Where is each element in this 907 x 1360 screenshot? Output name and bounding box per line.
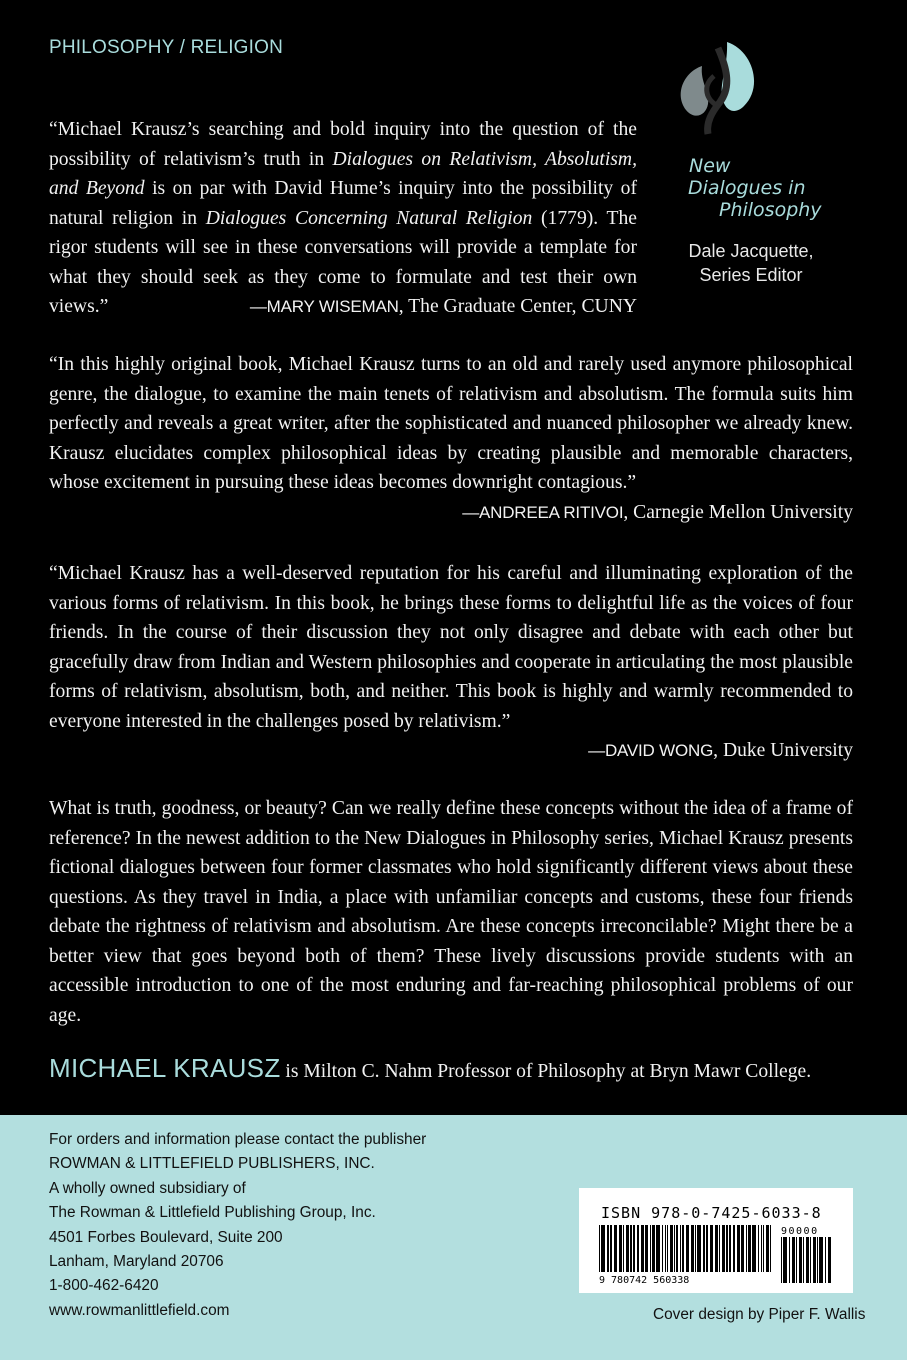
publisher-info (49, 1128, 426, 1323)
barcode-bar (758, 1225, 759, 1272)
barcode-bar (637, 1225, 639, 1272)
author-bio-text: is Milton C. Nahm Professor of Philosophy at Bryn Mawr College. (280, 1061, 812, 1082)
publisher-line: A wholly owned subsidiary of (49, 1179, 246, 1197)
barcode-bar (676, 1225, 678, 1272)
series-name-line: New (689, 155, 731, 177)
barcode-bar (746, 1225, 747, 1272)
barcode-bar (748, 1225, 751, 1272)
barcode-bar (674, 1225, 675, 1272)
barcode-addon-bar (828, 1237, 831, 1283)
attribution-affiliation: , Carnegie Mellon University (623, 501, 853, 523)
barcode-bar (737, 1225, 740, 1272)
barcode-bar (626, 1225, 629, 1272)
barcode-bar (667, 1225, 668, 1272)
quote-text: “Michael Krausz’s searching and bold inquiry into the question of the possibility of relativism’s truth in (49, 119, 637, 170)
barcode-bar (726, 1225, 728, 1272)
series-name-line: Dialogues in (688, 177, 806, 199)
series-editor-line: Dale Jacquette, (688, 241, 814, 261)
barcode-bar (641, 1225, 644, 1272)
barcode-addon-bar (803, 1237, 804, 1283)
barcode-addon-bar (825, 1237, 826, 1283)
quote-attribution (49, 498, 853, 528)
attribution-name: —DAVID WONG (588, 741, 714, 760)
quote-text: “Michael Krausz has a well-deserved reputation for his careful and illuminating exploration of the various forms of relativism. In this book, he brings these forms to delightful life as the voices of four friends. In the course of their discussion they not only disagree and debate with each other but gracefully draw from Indian and Western philosophies and cooperate in articulating the most plausible forms of relativism, absolutism, both, and neither. This book is highly and warmly recommended to everyone interested in the challenges posed by relativism.” (49, 563, 853, 732)
barcode-bar (614, 1225, 617, 1272)
barcode-bar (680, 1225, 681, 1272)
barcode-bar (706, 1225, 708, 1272)
barcode-bar (610, 1225, 612, 1272)
barcode-bar (599, 1225, 600, 1272)
publisher-url[interactable]: www.rowmanlittlefield.com (49, 1301, 230, 1319)
barcode-bar (695, 1225, 696, 1272)
publisher-line: For orders and information please contact the publisher (49, 1131, 427, 1148)
barcode-bar (607, 1225, 609, 1272)
barcode-bar (733, 1225, 735, 1272)
barcode-bar (719, 1225, 720, 1272)
barcode-bar (619, 1225, 622, 1272)
barcode-bar (697, 1225, 701, 1272)
barcode-bar (729, 1225, 731, 1272)
barcode-bar (682, 1225, 684, 1272)
publisher-line: The Rowman & Littlefield Publishing Group, Inc. (49, 1204, 376, 1222)
endorsement-ritivoi (49, 350, 853, 527)
publisher-line: 1-800-462-6420 (49, 1277, 159, 1295)
barcode-bar (686, 1225, 689, 1272)
barcode-bar (645, 1225, 648, 1272)
quote-text: “In this highly original book, Michael Krausz turns to an old and rarely used anymore philosophical genre, the dialogue, to examine the main tenets of relativism and absolutism. The formula suits him perfectly and reveals a great writer, after the sophisticated and nuanced philosopher we already knew. Krausz elucidates complex philosophical ideas by creating plausible and memorable characters, whose excitement in pursuing these ideas becomes downright contagious.” (49, 354, 853, 493)
barcode-bar (623, 1225, 624, 1272)
barcode-bar (691, 1225, 694, 1272)
series-editor-line: Series Editor (699, 265, 803, 285)
referenced-title: Dialogues Concerning Natural Religion (205, 207, 533, 229)
isbn-label: ISBN 978-0-7425-6033-8 (601, 1204, 822, 1222)
category-label: PHILOSOPHY / RELIGION (49, 37, 284, 58)
barcode-bar (601, 1225, 605, 1272)
barcode-digits: 9 780742 560338 (599, 1275, 690, 1286)
series-name-line: Philosophy (719, 199, 822, 221)
endorsement-wong (49, 559, 853, 766)
publisher-line: 4501 Forbes Boulevard, Suite 200 (49, 1228, 283, 1246)
barcode-bar (670, 1225, 673, 1272)
barcode-bar (766, 1225, 769, 1272)
barcode-graphic (599, 1225, 835, 1287)
barcode-addon-bar (781, 1237, 782, 1283)
barcode-addon-bar (810, 1237, 811, 1283)
barcode-bar (770, 1225, 771, 1272)
barcode-bar (630, 1225, 632, 1272)
attribution-name: —MARY WISEMAN (249, 297, 399, 316)
author-bio (49, 1053, 811, 1084)
book-title: Dialogues on Relativism, Absolutism, and Beyond (49, 148, 637, 199)
barcode-bar (710, 1225, 713, 1272)
endorsement-wiseman (49, 115, 637, 322)
barcode-bar (741, 1225, 744, 1272)
barcode-bar (722, 1225, 725, 1272)
attribution-name: —ANDREEA RITIVOI (462, 502, 624, 522)
barcode-bar (752, 1225, 756, 1272)
barcode-addon-bar (789, 1237, 790, 1283)
attribution-affiliation: , The Graduate Center, CUNY (398, 296, 637, 317)
isbn-barcode (579, 1188, 853, 1293)
barcode-bar (656, 1225, 660, 1272)
barcode-bar (633, 1225, 635, 1272)
barcode-bar (715, 1225, 718, 1272)
series-editor (686, 239, 816, 287)
quote-text: is on par with David Hume’s inquiry into the possibility of natural religion in (49, 178, 638, 229)
barcode-bar (652, 1225, 655, 1272)
barcode-addon-bar (817, 1237, 818, 1283)
barcode-bar (662, 1225, 663, 1272)
cover-credit: Cover design by Piper F. Wallis (653, 1306, 866, 1323)
barcode-addon-bar (799, 1237, 802, 1283)
barcode-bar (761, 1225, 762, 1272)
barcode-addon-bar (792, 1237, 795, 1283)
quote-attribution (49, 736, 853, 766)
barcode-addon-bar (813, 1237, 816, 1283)
barcode-addon-bar (819, 1237, 823, 1283)
author-name: MICHAEL KRAUSZ (49, 1053, 281, 1083)
series-logo-icon (672, 36, 762, 136)
barcode-bar (763, 1225, 764, 1272)
attribution-affiliation: , Duke University (713, 740, 853, 761)
series-name (689, 155, 849, 221)
book-description: What is truth, goodness, or beauty? Can we really define these concepts without the idea of a frame of reference? In the newest addition to the New Dialogues in Philosophy series, Michael Krausz presents fictional dialogues between four former classmates who hold significantly different views about these questions. As they travel in India, a place with unfamiliar concepts and customs, these four friends debate the rightness of relativism and absolutism. Are these concepts irreconcilable? Might there be a better view that goes beyond both of them? These lively discussions provide students with an accessible introduction to one of the most enduring and far-reaching philosophical problems of our age. (49, 798, 853, 1026)
barcode-addon-digits: 90000 (781, 1226, 819, 1237)
publisher-line: ROWMAN & LITTLEFIELD PUBLISHERS, INC. (49, 1155, 375, 1173)
barcode-addon-bar (783, 1237, 787, 1283)
barcode-addon-bar (796, 1237, 797, 1283)
publisher-line: Lanham, Maryland 20706 (49, 1253, 224, 1271)
barcode-bar (650, 1225, 651, 1272)
barcode-bar (703, 1225, 705, 1272)
quote-text: (1779). The rigor students will see in these conversations will provide a template for what they should seek as they come to formulate and test their own views.” (49, 207, 637, 317)
barcode-bar (665, 1225, 666, 1272)
barcode-addon-bar (806, 1237, 809, 1283)
quote-attribution (250, 292, 637, 322)
